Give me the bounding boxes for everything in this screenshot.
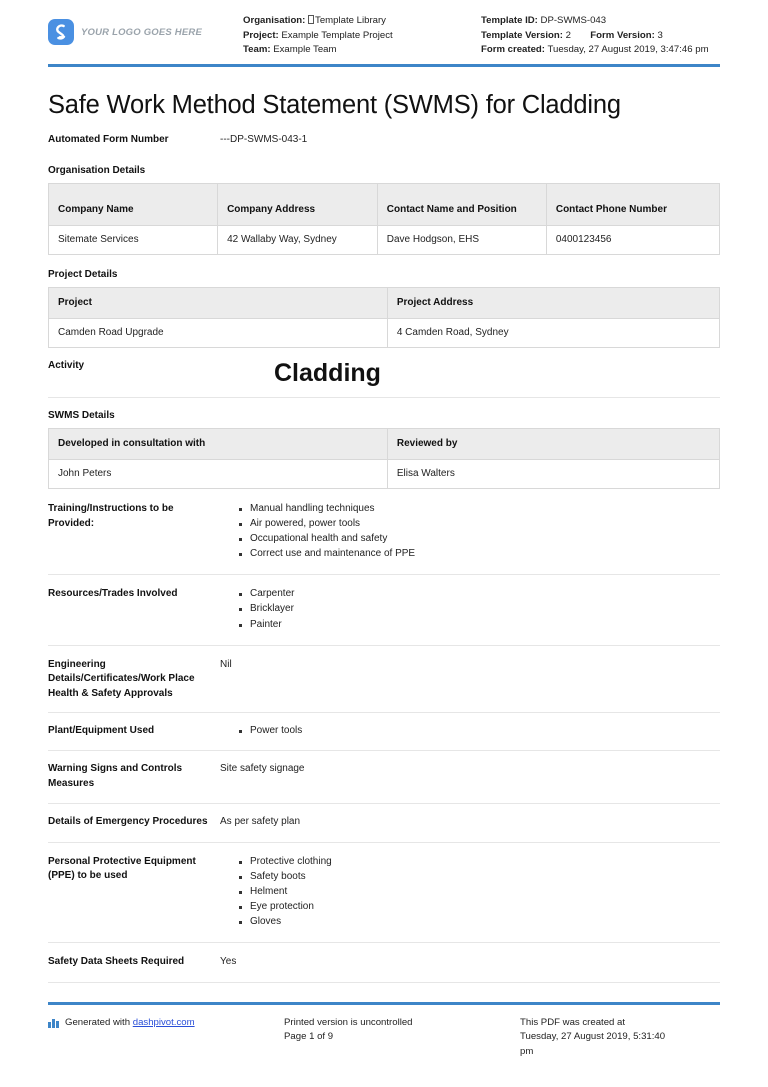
header-organisation-line [243, 14, 481, 29]
organisation-details-block [48, 165, 720, 255]
safety-data-sheets-value: Yes [220, 956, 237, 968]
field-safety-data-sheets [48, 943, 720, 983]
header-meta-left [243, 14, 481, 58]
pdf-created-value: Tuesday, 27 August 2019, 5:31:40 pm [520, 1031, 666, 1057]
training-instructions-label: Training/Instructions to be Provided: [48, 503, 174, 529]
plant-equipment-label: Plant/Equipment Used [48, 725, 155, 737]
training-instructions-value [220, 502, 720, 562]
list-item: Gloves [250, 915, 720, 930]
field-automated-form-number [48, 120, 720, 152]
list-item: Helment [250, 885, 720, 900]
logo-placeholder-text: YOUR LOGO GOES HERE [81, 26, 202, 38]
swms-details-heading: SWMS Details [48, 410, 115, 421]
plant-equipment-value [220, 724, 720, 739]
form-created-label: Form created: [481, 44, 545, 56]
header-version-line [481, 29, 720, 44]
organisation-label: Organisation: [243, 15, 306, 26]
project-label: Project: [243, 29, 279, 41]
generated-with-prefix: Generated with [65, 1016, 133, 1028]
document-footer [48, 1002, 720, 1059]
header-meta-right [481, 14, 720, 58]
table-header-row [49, 184, 720, 226]
field-plant-equipment [48, 713, 720, 751]
list-item: Safety boots [250, 870, 720, 885]
column-header: Contact Name and Position [377, 184, 546, 226]
template-version-value: 2 [565, 29, 571, 41]
engineering-details-value: Nil [220, 658, 232, 670]
document-header [48, 0, 720, 58]
table-header-row [49, 288, 720, 319]
header-team-line [243, 43, 481, 58]
field-ppe [48, 843, 720, 943]
list-item: Correct use and maintenance of PPE [250, 547, 720, 562]
ppe-label: Personal Protective Equipment (PPE) to be used [48, 855, 196, 882]
activity-value: Cladding [274, 359, 381, 387]
form-version-label: Form Version: [590, 29, 655, 41]
footer-divider [48, 1002, 720, 1005]
list-item: Carpenter [250, 587, 720, 602]
swms-details-block [48, 410, 720, 489]
form-created-value: Tuesday, 27 August 2019, 3:47:46 pm [547, 44, 709, 56]
printed-version-text: Printed version is uncontrolled [284, 1016, 413, 1028]
table-cell: Elisa Walters [387, 460, 719, 489]
resources-trades-list [220, 587, 720, 632]
project-details-heading: Project Details [48, 269, 118, 280]
header-form-created-line [481, 43, 720, 58]
table-row [49, 460, 720, 489]
table-row [49, 226, 720, 255]
logo-block [48, 14, 243, 45]
form-version-value: 3 [657, 29, 663, 41]
table-cell: Sitemate Services [49, 226, 218, 255]
warning-signs-label: Warning Signs and Controls Measures [48, 763, 183, 789]
field-emergency-procedures [48, 804, 720, 843]
column-header: Company Name [49, 184, 218, 226]
page-number-text: Page 1 of 9 [284, 1031, 334, 1042]
footer-generated-block [48, 1016, 284, 1060]
project-value: Example Template Project [281, 29, 393, 41]
resources-trades-label: Resources/Trades Involved [48, 588, 178, 600]
field-activity [48, 348, 720, 398]
list-item: Occupational health and safety [250, 532, 720, 547]
table-cell: 4 Camden Road, Sydney [387, 319, 719, 348]
company-logo-icon [48, 19, 74, 45]
field-training-instructions [48, 489, 720, 575]
pdf-created-label: This PDF was created at [520, 1016, 626, 1028]
table-row [49, 319, 720, 348]
header-template-id-line [481, 14, 720, 29]
table-header-row [49, 429, 720, 460]
emergency-procedures-value: As per safety plan [220, 816, 301, 828]
team-label: Team: [243, 44, 271, 56]
safety-data-sheets-label: Safety Data Sheets Required [48, 956, 185, 968]
column-header: Project Address [387, 288, 719, 319]
missing-glyph-icon [308, 15, 314, 24]
list-item: Manual handling techniques [250, 502, 720, 517]
table-cell: Camden Road Upgrade [49, 319, 388, 348]
field-engineering-details [48, 646, 720, 714]
column-header: Project [49, 288, 388, 319]
organisation-details-table [48, 183, 720, 255]
generated-with-text [65, 1016, 195, 1031]
bar-chart-icon [48, 1018, 60, 1028]
activity-label: Activity [48, 360, 85, 371]
field-warning-signs [48, 751, 720, 804]
automated-form-number-label: Automated Form Number [48, 133, 169, 145]
plant-equipment-list [220, 724, 720, 739]
template-id-label: Template ID: [481, 15, 538, 26]
list-item: Protective clothing [250, 855, 720, 870]
template-version-label: Template Version: [481, 29, 563, 41]
list-item: Painter [250, 618, 720, 633]
table-cell: 42 Wallaby Way, Sydney [218, 226, 378, 255]
table-cell: John Peters [49, 460, 388, 489]
warning-signs-value: Site safety signage [220, 763, 305, 775]
team-value: Example Team [273, 44, 337, 56]
header-divider [48, 64, 720, 67]
training-instructions-list [220, 502, 720, 562]
project-details-table [48, 287, 720, 348]
organisation-value: Template Library [315, 15, 386, 26]
organisation-details-heading: Organisation Details [48, 165, 146, 176]
list-item: Air powered, power tools [250, 517, 720, 532]
footer-printed-block [284, 1016, 520, 1060]
column-header: Contact Phone Number [546, 184, 719, 226]
list-item: Power tools [250, 724, 720, 739]
table-cell: 0400123456 [546, 226, 719, 255]
header-project-line [243, 29, 481, 44]
field-resources-trades [48, 575, 720, 645]
emergency-procedures-label: Details of Emergency Procedures [48, 816, 208, 828]
page-title: Safe Work Method Statement (SWMS) for Cladding [48, 90, 621, 119]
footer-created-block [520, 1016, 720, 1060]
list-item: Bricklayer [250, 602, 720, 617]
swms-details-table [48, 428, 720, 489]
list-item: Eye protection [250, 900, 720, 915]
dashpivot-link[interactable]: dashpivot.com [132, 1016, 195, 1028]
automated-form-number-value: ---DP-SWMS-043-1 [220, 133, 308, 145]
engineering-details-label: Engineering Details/Certificates/Work Place Health & Safety Approvals [48, 658, 195, 699]
column-header: Company Address [218, 184, 378, 226]
ppe-value [220, 855, 720, 930]
ppe-list [220, 855, 720, 930]
column-header: Reviewed by [387, 429, 719, 460]
resources-trades-value [220, 587, 720, 632]
template-id-value: DP-SWMS-043 [540, 15, 607, 26]
column-header: Developed in consultation with [49, 429, 388, 460]
project-details-block [48, 269, 720, 348]
table-cell: Dave Hodgson, EHS [377, 226, 546, 255]
